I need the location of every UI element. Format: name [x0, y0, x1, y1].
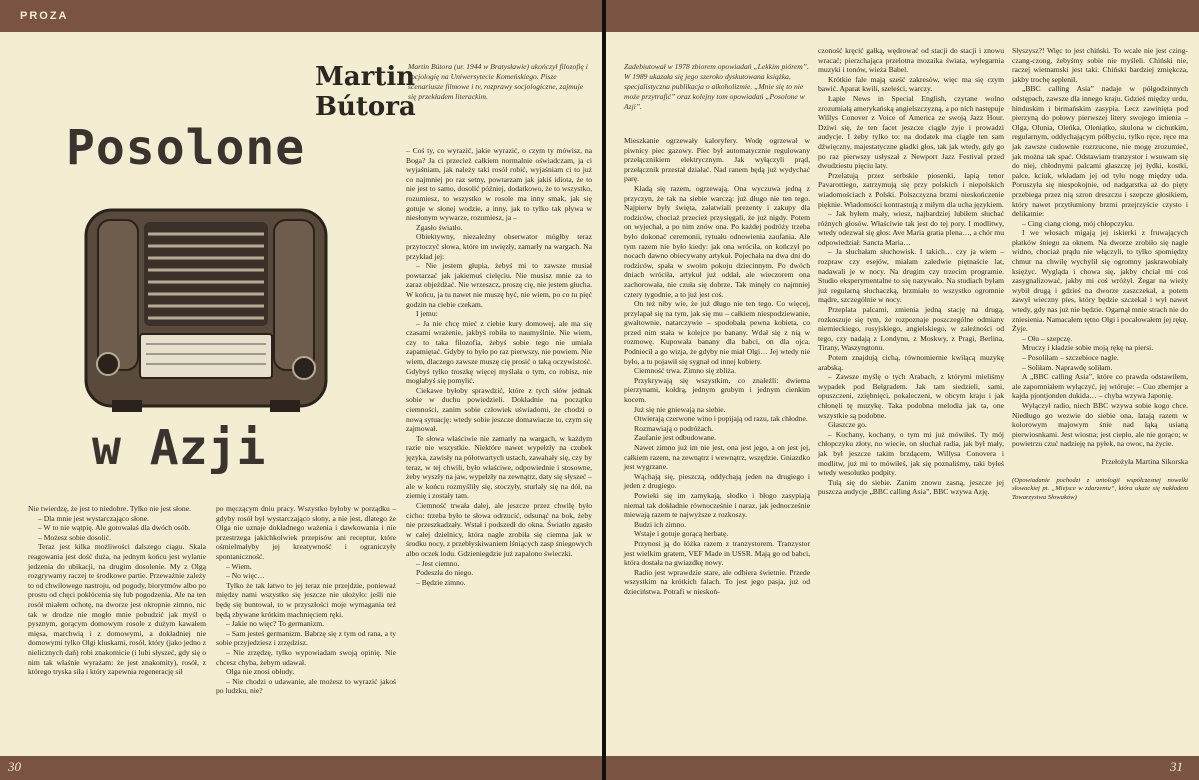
left-column-3 — [406, 146, 592, 587]
paragraph: – Cing ciang ciong, mój chłopczyku. — [1022, 218, 1134, 228]
paragraph: Te słowa właściwie nie zamarły na wargach, w każdym razie nie wszystkie. Niektóre nawet wypełzły na czubek języka, zawisły na półotwartych ustach, zawahały się, czy by teraz, w tej chwili, było właściwe, odpowiednie i stosowne, żeby wyszły na jaw, wypełzły na zewnątrz, daty się słyszeć – ale w końcu rozmyśliły się, stoczyły, sturlały się na dół, na ziemię i zostały tam. — [406, 433, 592, 501]
paragraph: – Sam jesteś germanizm. Babrzę się z tym od rana, a ty sobie przyjedziesz i zrzędzisz. — [216, 628, 396, 648]
author-last-name: Bútora — [315, 92, 416, 122]
header-band-right — [606, 0, 1199, 32]
page-number-left: 30 — [8, 759, 21, 774]
paragraph: Ciemność trwała dalej, ale jeszcze przez chwilę było cicho: trzeba było te słowa odrzucić, odsunąć na bok, żeby nie przeszkadzały. Wstał i podszedł do okna. Światło zgasło w całej dzielnicy, która nagle zrobiła się ciemna jak w środku nocy, z przebłyskiwaniem lśniących zasp śniegowych albo oczek lodu. Gdzieniegdzie już zapalono świeczki. — [406, 500, 592, 558]
paragraph: I jemu: — [416, 309, 438, 319]
right-column-3 — [1012, 46, 1188, 502]
paragraph: – Wiem. — [226, 561, 252, 571]
paragraph: Wyłączył radio, niech BBC wzywa sobie kogo chce. Niedługo go wezwie do siebie ona, latają razem w kolorowym majowym śnie nad łąką usianą pierwiosnkami. Jest wiosna; jest ciepło, ale nie gorąco; w powietrzu czuć nadzieję na pyłek, na owoc, na życie. — [1012, 400, 1188, 449]
right-page — [606, 0, 1199, 780]
paragraph: „BBC calling Asia” nadaje w półgodzinnych odstępach, zawsze dla innego kraju. Gdzieś między urdu, hinduskim i birmańskim zasypia. Lecz zawinięta pod pierzyną do połowy pierwszej litery swojego imienia – Olga, Olunia, Oleńka, Oleniątko, skulona w cichutkim, regularnym, oddychającym półbyciu, tylko ręce, ręce ma jak zawsze cudownie rozrzucone, nie mogę zrozumieć, jak można tak spać. Odstawiam tranzystor i wsuwam się do niej, chłodnymi palcami głaszczę jej łydki, kostki, palce, kciuk, wkładam jej od tyłu nogę między uda. Poruszyła się niespokojnie, od nadgarstka aż do pięty przebiega przez nią szron dreszczu i szepcze głosikiem, który nawet przytłumiony brzmi przejrzyście czysto i delikatnie: — [1012, 84, 1188, 219]
paragraph: Przynosi ją do łóżka razem z tranzystorem. Tranzystor jest wielkim gratem, VEF Made in USSR. Mają go od babci, która dostała na gwiazdkę nowy. — [624, 538, 810, 568]
footer-band-right — [606, 756, 1199, 780]
paragraph: – Możesz sobie dosolić. — [38, 532, 111, 542]
paragraph: Tylko że tak łatwo to jej teraz nie przejdzie, ponieważ między nami wszystko się jeszcze nie ułożyło: jeśli nie będę się buntował, to w przyszłości moje wymagania też będą zbywane krótkim machnięciem ręki. — [216, 580, 396, 619]
paragraph: Przelatują przez serbskie piosenki, łapią tenor Pavarottiego, zatrzymują się przy polskich i niepolskich wiadomościach z Polski. Polszczyzna brzmi nieskończenie pięknie. Wiadomości kontrastują z miłym dla ucha językiem. — [818, 170, 1004, 209]
page-number-right: 31 — [1170, 759, 1183, 774]
paragraph: – Nie zrzędzę, tylko wypowiadam swoją opinię. Nie chcesz chyba, żebym udawał. — [216, 647, 396, 667]
paragraph: Przeplata palcami, zmienia jedną stację na drugą, rozkoszuje się tym, że rozpoznaje poszczególne odmiany niemieckiego, rosyjskiego, angielskiego, w zależności od tego, czy nadają z Londynu, z Moskwy, z Pragi, Berlina, Tirany, Waszyngtonu. — [818, 305, 1004, 353]
paragraph: On też niby wie, że już długo nie ten tego. Co więcej, przylapał się na tym, jak się mu – całkiem niespodziewanie, gwałtownie, natarczywie – spodobała pewna kobieta, co przed nim stała w kolejce po banany. Wdał się z nią w rozmowę. Kupowała banany dla babci, on dla ojca. Podniecił a go wizja, że gdyby nie miał Olgi… Jej wtedy nie było, a tu pojawił się sygnał od innej kobiety. — [624, 299, 810, 366]
paragraph: Otwierają czerwone wino i popijają od razu, tak chłodne. — [634, 414, 808, 424]
paragraph: – Zawsze myślę o tych Arabach, z którymi mieliśmy wypadek pod Belgradem. Jak tam siedzieli, sami, opuszczeni, zziębnięci, pokaleczeni, w obcym kraju i jak chłonęli tę muzykę. Taka podobna melodia jak ta, one wszystkie są podobne. — [818, 372, 1004, 420]
paragraph: A „BBC calling Asia”, które co prawda odstawiłem, ale zapomniałem wyłączyć, jej wtóruje: – Cuo zbemjer a kajda pjontjonden dukida… – chyba wzywa Japonię. — [1012, 372, 1188, 401]
paragraph: Zgasło światło. — [416, 222, 463, 232]
paragraph: Radio jest wprawdzie stare, ale odbiera świetnie. Przede wszystkim na krótkich falach. To jest jego pasja, już od dzieciństwa. Potrafi w nieskoń- — [624, 567, 810, 596]
paragraph: Głaszcze go. — [828, 420, 867, 430]
paragraph: Już się nie gniewają na siebie. — [634, 404, 726, 414]
paragraph: Mieszkanie ogrzewały kaloryfery. Wodę ogrzewał w piwnicy piec gazowy. Piec był automatycznie regulowany przełącznikiem elektrycznym. Jak wyłączyli prąd, przełącznik przestał działać. Nad ranem będą już wydychać parę. — [624, 136, 810, 184]
paragraph: Zaufanie jest odbudowane. — [634, 433, 717, 443]
paragraph: – Posoliłam – szczebioce nagle. — [1022, 353, 1119, 362]
paragraph: Budzi ich zimno. — [634, 519, 687, 529]
paragraph: po męczącym dniu pracy. Wszystko byłoby w porządku – gdyby rosół był wystarczająco słony, a nie jest, dlatego że Olga nie uznaje dokładnego ważenia i dawkowania i nie przestrzega jakichkolwiek przepisów ani receptur, które ośmielmałyby jej kreatywność i ograniczyły spontaniczność. — [216, 504, 396, 561]
author-name — [315, 62, 416, 122]
paragraph: Powieki się im zamykają, słodko i błogo zasypiają niemal tak dokładnie równocześnie i naraz, jak jednocześnie miewają razem te najwyższe z rozkoszy. — [624, 490, 810, 520]
paragraph: Nie twierdzę, że jest to niedobre. Tylko nie jest słone. — [28, 504, 191, 513]
paragraph: Krótkie fale mają sześć zakresów, więc ma się czym bawić. Aparat kwili, szeleści, warczy. — [818, 74, 1004, 94]
paragraph: Rozmawiają o podróżach. — [634, 423, 714, 433]
paragraph: Łapie News in Special English, czytane wolno zrozumiałą amerykańską angielszczyzną, a po nich następuje Willys Conover z Voice of America ze swoją Jazz Hour. Dziwi się, że ten facet jeszcze ciągle żyje i prowadzi audycje. I żeby tylko to: na dodatek ma ciągle ten sam dźwięczny, majestatyczne gładki głos, tak jak wtedy, gdy go po raz pierwszy usłyszał z Newport Jazz Festival przed dwudziestu pięciu laty. — [818, 93, 1004, 171]
paragraph: – Coś ty, co wyrazić, jakie wyrazić, o czym ty mówisz, na Boga? Ja ci przecież całkiem normalnie oświadczam, ja ci wyjaśniam, jak należy taki rosół robić, wyjaśniam ci to już co najmniej po raz setny, powtarzam jak jakiś idiota, że to nie jest to samo, dosolić później, dodatkowo, że to wszystko, rozumiesz, to wszystko w rosole ma inny smak, jak się gotuje w słonej wodzie, a inny, jak to tylko tak pływa w niesłonym wywarze, rozumiesz, ja – — [406, 146, 592, 223]
paragraph: – Kochany, kochany, o tym mi już mówiłeś. Ty mój chłopczyku złoty, no wiecie, on słuchał radia, jak był mały, jak był jeszcze takim brzdącem, Willysa Conovera i modlitw, już mi to mówiłeś, jak się poznaliśmy, taki byłeś wtedy wesolutko podpity. — [818, 429, 1004, 478]
translator-credit: Przełożyła Martina Sikorska — [1101, 456, 1188, 466]
paragraph: – Nie chodzi o udawanie, ale możesz to wyrazić jakoś po ludzku, nie? — [216, 676, 396, 696]
paragraph: Kładą się razem, ogrzewają. Ona wyczuwa jedną z przyczyn, że tak na siebie warczą: już długo nie ten tego. Najpierw były święta, załatwiali prezenty i zakupy dla rodziców, chociaż przecież przysięgali, że już nigdy. Potem on wyjechał, a po nim znów ona. Po każdej podróży trzeba było dokonać ceremonii, rytuału odnowienia zaufania. Ale tym razem nie było kiedy: jak ona wróciła, on kończył po nocach dawno obiecywany artykuł. Pojechała na dwa dni do rodziców, spała w swoim pokoju dziecinnym. Po dwóch dniach wróciła, artykuł już oddał, ale wieczorem ona zachorowała, nie czuła się dobrze. Tak minęły co najmniej cztery tygodnie, a to już jest coś. — [624, 183, 810, 299]
left-column-1 — [28, 504, 206, 677]
paragraph: czoność kręcić gałką, wędrować od stacji do stacji i znowu wracać; pierzchająca przelotna mozaika świata, wyłegarnia muzyki i tonów, wieża Babel. — [818, 46, 1004, 75]
radio-illustration — [76, 196, 336, 416]
paragraph: – Jakie no więc? To germanizm. — [226, 619, 325, 629]
header-band — [0, 0, 602, 32]
paragraph: – Ołu – szepczę. — [1022, 333, 1073, 343]
paragraph: Nawet zimno już im nie jest, ona jest jego, a on jest jej, całkiem razem, na zewnątrz i wewnątrz, wszędzie. Gniazdko jest wygrzane. — [624, 443, 810, 472]
paragraph: – Jest ciemno. — [416, 558, 460, 568]
story-title-line1: Posolone — [66, 120, 306, 176]
paragraph: – Ja słuchałam słuchowisk. I takich… czy ja wiem – rozpraw czy esejów, miałam zaledwie piętnaście lat, nadawali je w nocy. Na drugim czy trzecim programie. Studio eksperymentalne to się nazywało. Na studiach byłam już regularną słuchaczką, brzmiało to wszystko ogromnie mądre, szczególnie w nocy. — [818, 247, 1004, 305]
paragraph: Mruczy i kładzie sobie moją rękę na piersi. — [1022, 343, 1154, 353]
paragraph: – Dla mnie jest wystarczająco słone. — [38, 513, 149, 523]
paragraph: Potem znajdują cichą, równomiernie kwilącą muzykę arabską. — [818, 353, 1004, 372]
paragraph: – Soliłam. Naprawdę soliłam. — [1022, 362, 1113, 372]
author-bio-continued: Zadebiutował w 1978 zbiorem opowiadań „Lekkim piórem”. W 1989 ukazała się jego szeroko dyskutowana książka, specjalistyczna publikacja o alkoholizmie. „Mnie się to nie może przytrafić” oraz kolejny tom opowiadań „Posolone w Azji”. — [624, 62, 809, 111]
paragraph: Słyszysz?! Więc to jest chiński. To wcale nie jest czing-czang-czong, żebyśmy sobie nie myśleli. Chiński nie, raczej wietnamski jest taki. Chiński bardziej zmiękcza, jakby trochę seplenił. — [1012, 46, 1188, 84]
footnote: (Opowiadanie pochodzi z antologii współczesnej nowelki słowackiej pt. „Miejsce w zdarzeniu”, która ukaże się nakładem Towarzystwa Słowaków) — [1012, 476, 1188, 501]
paragraph: Obiektywny, niezależny obserwator mógłby teraz przytoczyć słowa, które im uwięzły, zamarły na wargach. Na przykład jej: — [406, 232, 592, 261]
paragraph: – W to nie wątpię. Ale gotowałaś dla dwóch osób. — [38, 523, 191, 533]
right-column-2 — [818, 46, 1004, 497]
paragraph: Podeszła do niego. — [416, 568, 474, 578]
paragraph: – Ja nie chcę mieć z ciebie kury domowej, ale ma się czasami wrażenie, jakbyś robiła to naumyślnie. Nie wiem, czy to taka filozofia, żebyś sobie tego nie umiała zapamiętać. Gdyby to było po raz pierwszy, nie powiem. Nie wiem, dlaczego zawsze muszę cię prosić o taką oczywistość. Gdybyś tylko troszkę więcej myślała o tym, co robisz, nie mogłabyś się pomylić. — [406, 318, 592, 386]
author-bio: Martin Bútora (ur. 1944 w Bratysławie) ukończył filozofię i socjologię na Uniwersytecie Komeńskiego. Pisze scenariusze filmowe i tv, rozprawy socjologiczne, zajmuje się przekładem literackim. — [408, 62, 588, 101]
paragraph: Ciekawe byłoby sprawdzić, które z tych słów jednak sobie w duchu powiedzieli. Dokładnie na początku ciemności, zanim sobie człowiek uświadomi, że chodzi o nową sytuację: wtedy sobie jeszcze domawiacze to, czym się zajmował. — [406, 385, 592, 434]
author-first-name: Martin — [315, 62, 416, 92]
story-title-line2: w Azji — [92, 420, 266, 476]
paragraph: Wąchają się, pieszczą, oddychają jeden na drugiego i jeden z drugiego. — [624, 471, 810, 491]
paragraph: Wstaje i gotuje gorącą herbatę. — [634, 529, 729, 539]
paragraph: Teraz jest kilka możliwości dalszego ciągu. Skala reagowania jest dość duża, na jednym końcu jest wylanie jedzenia do ubikacji, na drugim dosolenie. My z Olgą rozgrywamy raczej te środkowe partie. Przeważnie zależy to od chwilowego nastroju, od pogody, biorytmów albo po prostu od chęci pokłócenia się lub pogodzenia. Ale na ten rosół miałem ochotę, na dworze jest okropnie zimno, nic tak w drodze nie mogło mnie pobudzić jak myśl o pysznym, gorącym domowym rosole z dużym kawałem mięsa, marchwią i z domowymi, a dokładniej nie domowymi tylko Olgi kluskami, rosół, który (jako jedno z nielicznych dań) robi znakomicie (i lubi słyszeć, gdy się o nim tak właśnie wyrażam: że jest znakomity), rosół, z którego tryska siła i który zapewnia regenerację sił — [28, 542, 206, 677]
paragraph: Ciemność trwa. Zimno się zbliża. — [634, 366, 737, 376]
paragraph: Przykrywają się wszystkim, co znaleźli: dwiema pierzynami, kołdrą, jednym grubym i jednym cienkim kocem. — [624, 375, 810, 405]
left-column-2 — [216, 504, 396, 696]
paragraph: Olga nie znosi obłudy. — [226, 667, 295, 677]
footer-band-left — [0, 756, 602, 780]
paragraph: Tulą się do siebie. Zanim znowu zasną, jeszcze jej puszcza audycje „BBC calling Asia”, BBC wzywa Azję. — [818, 477, 1004, 497]
paragraph: – Będzie zimno. — [416, 577, 466, 587]
section-label: PROZA — [20, 10, 69, 22]
paragraph: I we włosach migają jej iskierki z fruwających płatków śniegu za oknem. Na dworze zrobiło się nagle widno, chociaż prądu nie włączyli, to tylko spomiędzy chmur na chwilę wychylił się ogromny jaskrawobiały księżyc. Wygląda i chowa się, jakby chciał mi coś zasygnalizować, jakby mi coś wróżył. Żegar na wieży wybił drugą i gdzieś na dworze zaszczekał, a potem zawył wieczny pies, który będzie szczekał i wył nawet wtedy, gdy nas już nie będzie. Ogarnął mnie strach nie do zniesienia. Namacałem tętno Olgi i pocałowałem jej rękę. Żyje. — [1012, 228, 1188, 334]
paragraph: – Nie jestem głupia, żebyś mi to zawsze musiał powtarzać jak jakiemuś cielęciu. Nie musisz mnie za to zaraz objeżdżać. Nie wrzeszcz, proszę cię, nie jestem głucha. W końcu, ja tu nawet nie muszę być, nie wiem, po co tu pięć godzin na ciebie czekam. — [406, 261, 592, 309]
right-column-1 — [624, 136, 810, 597]
paragraph: – No więc… — [226, 571, 265, 581]
paragraph: – Jak byłem mały, wiesz, najbardziej lubiłem słuchać różnych głosów. Właściwie tak jest do tej pory. I modlitwy, wtedy odezwał się głos: Ave Maria gratia plena…, a chór mu odpowiedział: Sancta Maria… — [818, 209, 1004, 247]
